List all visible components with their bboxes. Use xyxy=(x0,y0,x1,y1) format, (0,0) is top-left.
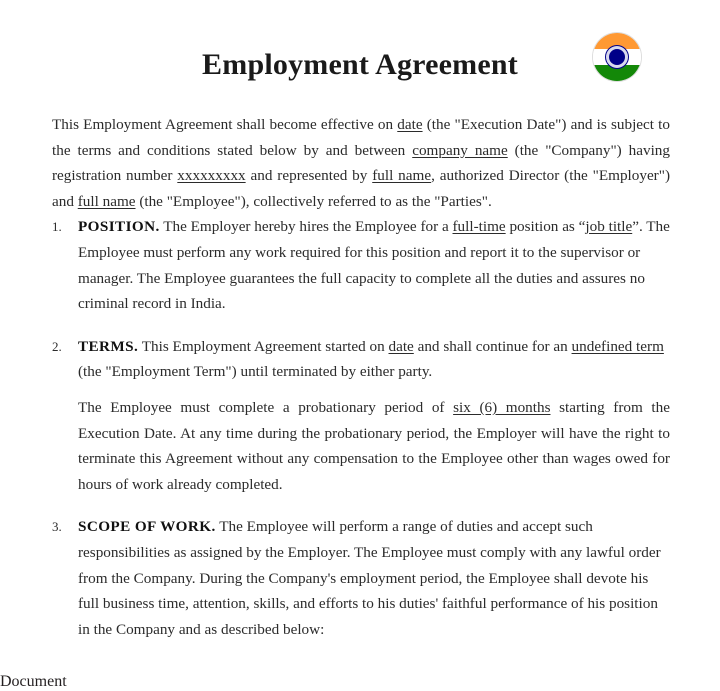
placeholder-field[interactable]: full-time xyxy=(452,218,506,236)
document-header xyxy=(0,0,720,112)
flag-band-green xyxy=(593,65,641,81)
text-run: position as “ xyxy=(505,218,586,236)
clause-number: 1. xyxy=(52,219,62,235)
clause-segments xyxy=(78,218,670,312)
text-run: The Employee must complete a probationary period of xyxy=(78,398,454,416)
placeholder-field[interactable]: six (6) months xyxy=(453,398,551,416)
placeholder-field[interactable]: job title xyxy=(585,218,633,236)
intro-paragraph xyxy=(52,112,670,214)
ashoka-chakra-icon xyxy=(609,49,625,65)
placeholder-field[interactable]: date xyxy=(397,116,423,133)
clause-segments xyxy=(78,518,661,637)
clause-number: 2. xyxy=(52,338,62,354)
text-run: (the "Company") having registration number xyxy=(52,141,670,185)
text-run: (the "Employee"), collectively referred to as the "Parties". xyxy=(135,192,492,210)
placeholder-field[interactable]: undefined term xyxy=(571,337,664,355)
text-run: ”. The Employee must perform any work required for this position and report it to the supervisor or manager. The Employee guarantees the full capacity to complete all the duties and assures no criminal record in India. xyxy=(78,218,670,313)
clause-heading: POSITION. xyxy=(78,218,160,236)
clause-heading: TERMS. xyxy=(78,337,139,355)
text-run: This Employment Agreement shall become effective on xyxy=(52,116,398,133)
text-run: The Employee will perform a range of duties and accept such responsibilities as assigned by the Employer. The Employee must comply with any lawful order from the Company. During the Company's employment period, the Employee shall devote his full business time, attention, skills, and efforts to his duties' faithful performance of his position in the Company and as described below: xyxy=(78,518,661,638)
text-run: and shall continue for an xyxy=(413,337,572,355)
placeholder-field[interactable]: date xyxy=(388,337,414,355)
clause-item xyxy=(52,214,670,316)
placeholder-field[interactable]: full name xyxy=(77,192,136,210)
clause-text xyxy=(78,218,670,312)
text-run: This Employment Agreement started on xyxy=(138,337,389,355)
clause-segments xyxy=(78,338,664,381)
clause-subparagraphs xyxy=(78,395,670,497)
clause-item xyxy=(52,514,670,642)
text-run: (the "Employment Term") until terminated by either party. xyxy=(78,363,433,381)
clause-text xyxy=(78,518,661,637)
clause-text xyxy=(78,338,664,381)
clause-item xyxy=(52,334,670,498)
page-title: Employment Agreement xyxy=(202,48,518,81)
placeholder-field[interactable]: company name xyxy=(412,141,508,159)
clause-list xyxy=(52,214,670,642)
clause-heading: SCOPE OF WORK. xyxy=(78,518,216,536)
document-body xyxy=(0,112,720,642)
text-run: The Employer hereby hires the Employee for a xyxy=(159,218,453,236)
text-run: , authorized Director (the "Employer") and xyxy=(52,167,670,210)
placeholder-field[interactable]: full name xyxy=(372,167,432,185)
placeholder-field[interactable]: xxxxxxxxx xyxy=(177,167,246,185)
india-flag-icon xyxy=(593,33,641,81)
clause-subparagraph xyxy=(78,395,670,497)
text-run: starting from the Execution Date. At any time during the probationary period, the Employer will have the right to terminate this Agreement without any compensation to the Employee other than wages owed for hours of work already completed. xyxy=(78,398,670,493)
clause-number: 3. xyxy=(52,519,62,535)
text-run: and represented by xyxy=(245,167,373,185)
text-run: (the "Execution Date") and is subject to the terms and conditions stated below by and between xyxy=(52,116,670,159)
